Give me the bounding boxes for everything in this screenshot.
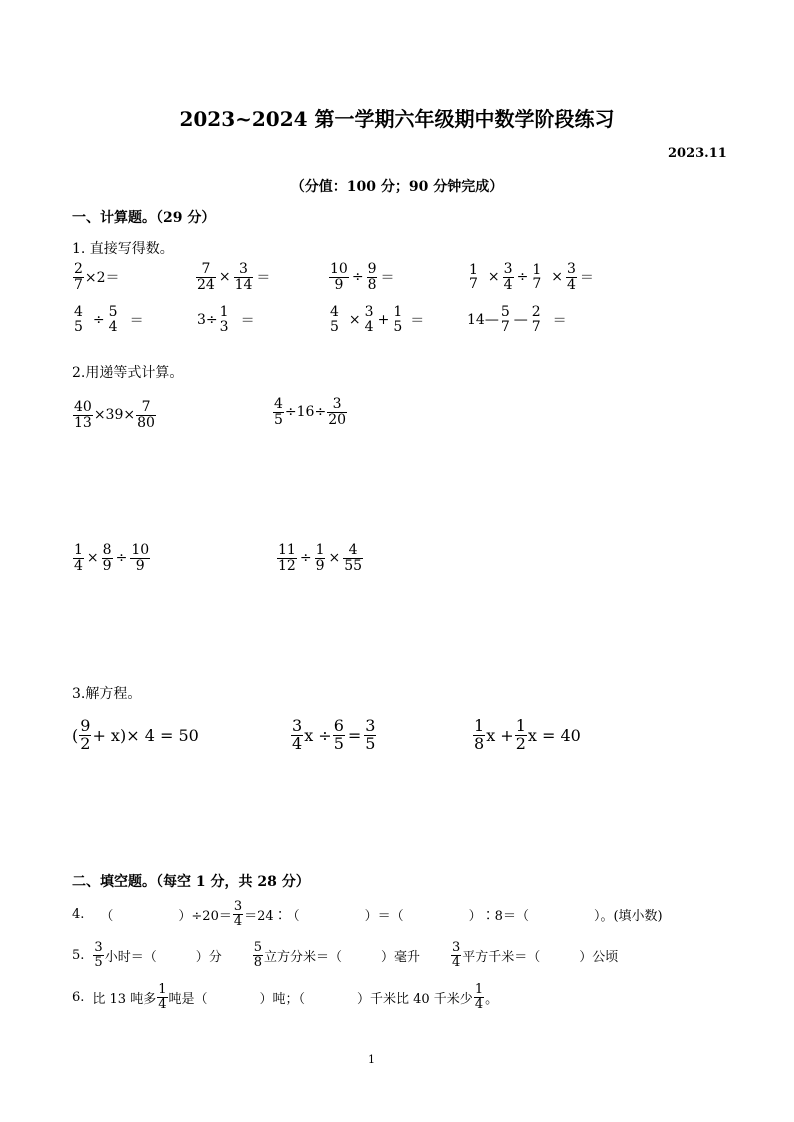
page-number: 1 (368, 1053, 375, 1066)
equals: ＝ (240, 312, 255, 329)
operator: × (348, 311, 361, 328)
q6-item (72, 983, 498, 1011)
numerator: 3 (292, 716, 303, 735)
section1-heading: 一、计算题。（29 分） (72, 210, 216, 226)
denominator: 3 (219, 318, 229, 335)
denominator: 4 (292, 733, 303, 753)
q5-item (72, 941, 618, 969)
expr-middle: x + (486, 725, 514, 745)
numerator: 1 (469, 261, 478, 278)
denominator: 7 (531, 318, 541, 335)
denominator: 4 (158, 996, 167, 1012)
denominator: 2 (515, 733, 526, 753)
denominator: 4 (474, 996, 484, 1012)
denominator: 7 (74, 276, 83, 293)
numerator: 5 (500, 304, 510, 320)
numerator: 1 (474, 982, 484, 997)
operator: + (377, 311, 390, 328)
numerator: 3 (364, 304, 374, 320)
q2-expr-4 (276, 543, 364, 573)
denominator: 4 (74, 557, 83, 574)
q4-part-b: ＝24∶（ ）＝（ ）∶8＝（ ）。(填小数) (244, 908, 663, 924)
q3-equation-3 (472, 718, 581, 753)
numerator: 8 (102, 542, 112, 558)
numerator: 4 (348, 542, 358, 558)
q1-expr-7 (328, 305, 426, 334)
operator: × (218, 269, 231, 286)
numerator: 3 (239, 261, 248, 277)
q6-part-a: 比 13 吨多 (92, 991, 157, 1007)
equals: ＝ (256, 270, 271, 287)
denominator: 7 (532, 276, 542, 293)
numerator: 40 (74, 399, 92, 415)
q5-part-1: 小时＝（ ）分 (104, 949, 222, 965)
q2-label: 2.用递等式计算。 (72, 365, 184, 381)
numerator: 1 (515, 716, 526, 735)
denominator: 8 (253, 954, 262, 970)
q1-expr-4 (467, 262, 596, 292)
numerator: 2 (531, 304, 541, 320)
denominator: 9 (315, 557, 325, 574)
denominator: 5 (94, 954, 103, 970)
denominator: 4 (233, 913, 243, 929)
denominator: 5 (365, 733, 376, 753)
numerator: 4 (330, 304, 339, 320)
numerator: 5 (253, 940, 262, 955)
q4-part-a: （ ）÷20＝ (100, 908, 232, 924)
operator: × (328, 550, 341, 567)
numerator: 1 (474, 716, 485, 735)
denominator: 80 (137, 414, 155, 431)
q2-expr-3 (72, 543, 151, 573)
denominator: 5 (393, 318, 403, 335)
denominator: 4 (566, 276, 576, 293)
q1-expr-3 (328, 262, 396, 292)
q6-part-b: 吨是（ ）吨；（ ）千米比 40 千米少 (168, 991, 473, 1007)
numerator: 1 (74, 542, 83, 558)
numerator: 1 (393, 304, 403, 320)
numerator: 9 (80, 716, 91, 735)
q1-expr-5 (72, 305, 146, 334)
denominator: 4 (503, 276, 513, 293)
q4-item (72, 900, 663, 928)
numerator: 7 (201, 261, 211, 277)
denominator: 2 (80, 733, 91, 753)
date-label: 2023.11 (668, 146, 727, 161)
numerator: 1 (219, 304, 229, 320)
equals: ＝ (579, 270, 594, 287)
q1-expr-8 (467, 305, 569, 334)
numerator: 10 (330, 261, 348, 277)
q2-expr-2 (272, 397, 348, 427)
numerator: 3 (503, 261, 513, 277)
denominator: 9 (102, 557, 112, 574)
q5-part-2: 立方分米＝（ ）毫升 (263, 949, 420, 965)
operator: × (487, 269, 500, 286)
score-note: （分值：100 分；90 分钟完成） (290, 179, 504, 195)
question-number: 4. (72, 906, 85, 922)
expr-middle: + x)× 4 = 50 (92, 725, 199, 745)
question-number: 6. (72, 989, 85, 1005)
section2-heading: 二、填空题。（每空 1 分，共 28 分） (72, 874, 310, 890)
operator: ÷ (115, 550, 128, 567)
numerator: 3 (566, 261, 576, 277)
denominator: 20 (328, 411, 347, 428)
q1-label: 1. 直接写得数。 (72, 241, 174, 257)
equals: ＝ (380, 270, 395, 287)
denominator: 7 (469, 276, 478, 293)
q3-equation-2 (290, 718, 377, 753)
numerator: 1 (315, 542, 325, 558)
numerator: 1 (532, 261, 542, 278)
expr-middle: x = 40 (527, 725, 581, 745)
q3-equation-1 (72, 718, 199, 753)
expr-middle: x ÷ (304, 725, 332, 745)
numerator: 3 (332, 396, 342, 412)
denominator: 4 (364, 318, 374, 335)
q1-expr-6 (197, 305, 257, 334)
numerator: 5 (108, 304, 118, 320)
denominator: 5 (74, 318, 83, 335)
denominator: 13 (74, 414, 92, 431)
expr-middle: ×39× (93, 407, 136, 424)
equals: ＝ (552, 312, 567, 329)
numerator: 4 (74, 304, 83, 320)
expr-prefix: ( (72, 725, 79, 745)
operator: — (513, 311, 528, 328)
expr-middle: ÷16÷ (284, 404, 327, 421)
denominator: 4 (108, 318, 118, 335)
numerator: 11 (278, 542, 296, 558)
numerator: 6 (333, 716, 344, 735)
q2-expr-1 (72, 400, 157, 430)
numerator: 3 (452, 940, 461, 955)
q6-part-c: 。 (485, 991, 499, 1007)
denominator: 55 (344, 557, 363, 574)
q5-part-3: 平方千米＝（ ）公顷 (462, 949, 619, 965)
page-title: 2023~2024 第一学期六年级期中数学阶段练习 (179, 107, 615, 131)
denominator: 9 (329, 277, 349, 293)
expr-prefix: 14— (467, 311, 499, 328)
denominator: 5 (333, 733, 344, 753)
denominator: 24 (197, 276, 215, 293)
denominator: 5 (330, 318, 339, 335)
numerator: 1 (158, 982, 167, 997)
numerator: 3 (365, 716, 376, 735)
operator: ÷ (92, 311, 105, 328)
denominator: 9 (130, 558, 150, 574)
denominator: 5 (274, 411, 283, 428)
denominator: 8 (474, 733, 485, 753)
operator: × (86, 550, 99, 567)
denominator: 14 (234, 276, 253, 293)
numerator: 10 (131, 542, 150, 558)
numerator: 7 (141, 399, 151, 415)
equals: ＝ (129, 312, 144, 329)
numerator: 3 (233, 899, 243, 914)
denominator: 4 (452, 954, 461, 970)
expr-prefix: 3÷ (197, 311, 218, 328)
equals: ＝ (410, 312, 425, 329)
operator: ÷ (351, 269, 364, 286)
denominator: 8 (367, 276, 377, 293)
q3-label: 3.解方程。 (72, 686, 142, 702)
operator: × (551, 269, 563, 286)
numerator: 2 (74, 261, 83, 277)
denominator: 7 (500, 318, 510, 335)
q1-expr-1 (72, 262, 120, 292)
equals: = (347, 725, 362, 745)
question-number: 5. (72, 947, 85, 963)
numerator: 3 (94, 940, 103, 955)
q1-expr-2 (195, 262, 272, 292)
expr-tail: ×2＝ (84, 270, 120, 287)
numerator: 9 (367, 261, 377, 277)
operator: ÷ (516, 269, 529, 286)
numerator: 4 (274, 396, 283, 412)
operator: ÷ (299, 550, 312, 567)
denominator: 12 (278, 557, 296, 574)
